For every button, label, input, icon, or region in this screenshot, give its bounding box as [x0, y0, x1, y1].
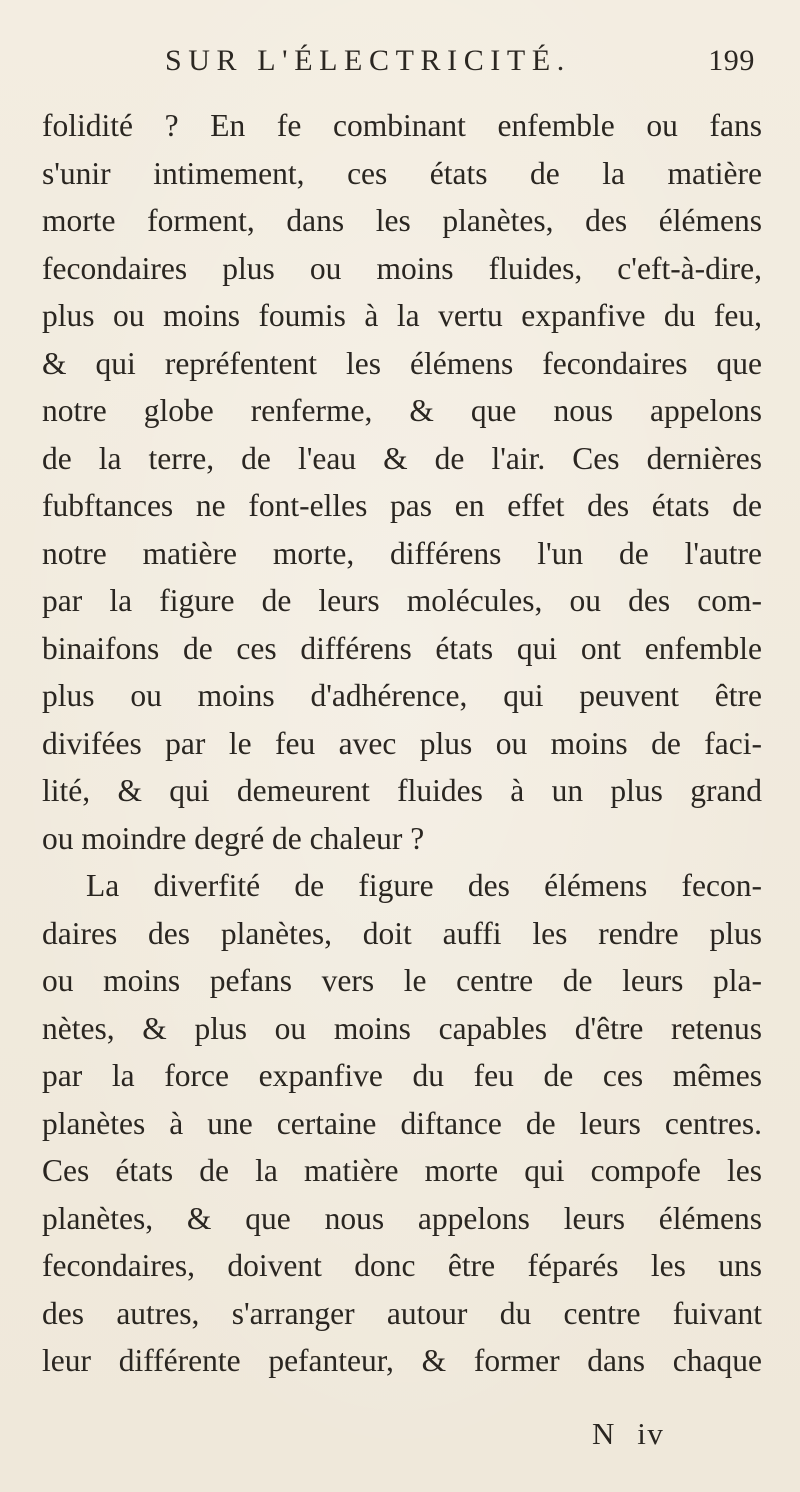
text-line: morte forment, dans les planètes, des élémens: [42, 203, 762, 238]
signature-mark: [592, 1416, 664, 1452]
text-line: leur différente pefanteur, & former dans chaque: [42, 1343, 762, 1378]
text-line: La diverfité de figure des élémens fecon-: [86, 868, 762, 903]
text-line: s'unir intimement, ces états de la matière: [42, 155, 762, 191]
text-line: fubftances ne font-elles pas en effet des états de: [42, 488, 762, 523]
text-line: par la force expanfive du feu de ces mêmes: [42, 1058, 762, 1093]
text-line: Ces états de la matière morte qui compofe les: [42, 1153, 762, 1188]
page-number: 199: [708, 44, 755, 77]
text-line: folidité ? En fe combinant enfemble ou fans: [42, 108, 762, 143]
running-head-title: SUR L'ÉLECTRICITÉ.: [165, 44, 571, 77]
body-text: [42, 102, 762, 1385]
text-line: ou moindre degré de chaleur ?: [42, 820, 425, 856]
text-line: binaifons de ces différens états qui ont enfemble: [42, 630, 762, 666]
text-line: des autres, s'arranger autour du centre fuivant: [42, 1295, 762, 1331]
text-line: ou moins pefans vers le centre de leurs pla-: [42, 963, 762, 998]
text-line: par la figure de leurs molécules, ou des com-: [42, 583, 762, 618]
text-line: divifées par le feu avec plus ou moins de faci-: [42, 725, 762, 761]
text-line: plus ou moins foumis à la vertu expanfive du feu,: [42, 298, 762, 333]
text-line: & qui repréfentent les élémens fecondaires que: [42, 345, 762, 381]
text-line: notre matière morte, différens l'un de l'autre: [42, 535, 762, 571]
text-line: plus ou moins d'adhérence, qui peuvent être: [42, 678, 762, 713]
text-line: planètes à une certaine diftance de leurs centres.: [42, 1105, 762, 1141]
signature-numeral: iv: [637, 1416, 665, 1451]
text-line: nètes, & plus ou moins capables d'être retenus: [42, 1010, 762, 1046]
text-line: daires des planètes, doit auffi les rendre plus: [42, 915, 762, 951]
text-line: planètes, & que nous appelons leurs élémens: [42, 1200, 762, 1236]
text-line: lité, & qui demeurent fluides à un plus grand: [42, 773, 762, 808]
signature-letter: N: [592, 1416, 616, 1451]
text-line: de la terre, de l'eau & de l'air. Ces dernières: [42, 440, 762, 476]
text-line: notre globe renferme, & que nous appelons: [42, 393, 762, 428]
running-head: [165, 44, 755, 78]
text-line: fecondaires, doivent donc être féparés les uns: [42, 1248, 762, 1283]
text-line: fecondaires plus ou moins fluides, c'eft-à-dire,: [42, 250, 762, 286]
